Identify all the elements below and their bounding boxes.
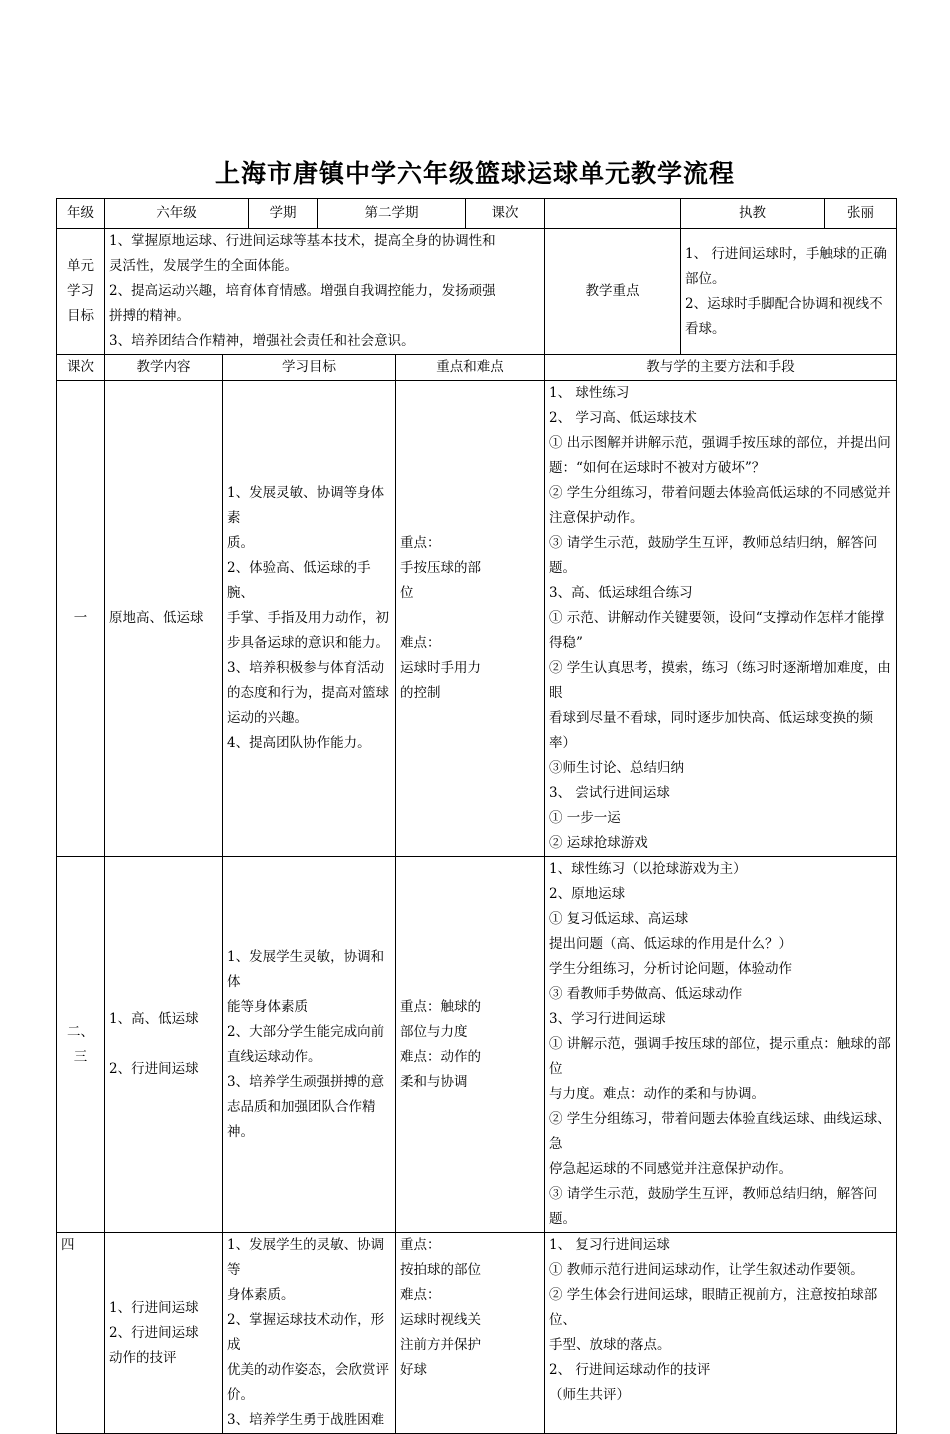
col-methods: 教与学的主要方法和手段 <box>545 355 897 381</box>
lesson-number: 一 <box>57 381 105 857</box>
table-row <box>57 381 897 857</box>
lesson-key-difficulty: 重点： 按拍球的部位 难点： 运球时视线关 注前方并保护 好球 <box>396 1233 545 1434</box>
teacher-value: 张丽 <box>825 199 897 229</box>
key-points-text: 1、 行进间运球时，手触球的正确部位。 2、运球时手脚配合协调和视线不看球。 <box>681 229 897 355</box>
unit-goals-text: 1、掌握原地运球、行进间运球等基本技术，提高全身的协调性和 灵活性，发展学生的全面体能。 2、提高运动兴趣，培育体育情感。增强自我调控能力，发扬顽强 拼搏的精神。 3、培养团结合作精神，增强社会责任和社会意识。 <box>105 229 545 355</box>
lesson-value <box>545 199 681 229</box>
column-header-row <box>57 355 897 381</box>
lesson-content: 1、高、低运球 2、行进间运球 <box>105 857 223 1233</box>
lesson-methods: 1、 球性练习 2、 学习高、低运球技术 ① 出示图解并讲解示范，强调手按压球的部位，并提出问 题：“如何在运球时不被对方破坏”？ ② 学生分组练习，带着问题去体验高低运球的不同感觉并 注意保护动作。 ③ 请学生示范，鼓励学生互评，教师总结归纳，解答问题。 3、高、低运球组合练习 ① 示范、讲解动作关键要领，设问“支撑动作怎样才能撑 得稳” ② 学生认真思考，摸索，练习（练习时逐渐增加难度，由眼 看球到尽量不看球，同时逐步加快高、低运球变换的频率） ③师生讨论、总结归纳 3、 尝试行进间运球 ① 一步一运 ② 运球抢球游戏 <box>545 381 897 857</box>
lesson-objectives: 1、发展学生灵敏，协调和体 能等身体素质 2、大部分学生能完成向前 直线运球动作。 3、培养学生顽强拼搏的意 志品质和加强团队合作精 神。 <box>223 857 396 1233</box>
key-points-label: 教学重点 <box>545 229 681 355</box>
lesson-label: 课次 <box>466 199 545 229</box>
page-title: 上海市唐镇中学六年级篮球运球单元教学流程 <box>214 159 735 188</box>
lesson-number: 二、 三 <box>57 857 105 1233</box>
header-row <box>57 199 897 229</box>
col-objectives: 学习目标 <box>223 355 396 381</box>
col-key-difficulty: 重点和难点 <box>396 355 545 381</box>
lesson-number: 四 <box>57 1233 105 1434</box>
col-lesson: 课次 <box>57 355 105 381</box>
grade-value: 六年级 <box>105 199 249 229</box>
col-content: 教学内容 <box>105 355 223 381</box>
term-value: 第二学期 <box>318 199 466 229</box>
table-row <box>57 1233 897 1434</box>
lesson-objectives: 1、发展灵敏、协调等身体素 质。 2、体验高、低运球的手腕、 手掌、手指及用力动作，初 步具备运球的意识和能力。 3、培养积极参与体育活动 的态度和行为，提高对篮球 运动的兴趣。 4、提高团队协作能力。 <box>223 381 396 857</box>
grade-label: 年级 <box>57 199 105 229</box>
lesson-objectives: 1、发展学生的灵敏、协调等 身体素质。 2、掌握运球技术动作，形成 优美的动作姿态，会欣赏评 价。 3、培养学生勇于战胜困难 <box>223 1233 396 1434</box>
unit-goals-label: 单元 学习 目标 <box>57 229 105 355</box>
lesson-content: 1、行进间运球 2、行进间运球 动作的技评 <box>105 1233 223 1434</box>
lesson-content: 原地高、低运球 <box>105 381 223 857</box>
lesson-methods: 1、 复习行进间运球 ① 教师示范行进间运球动作，让学生叙述动作要领。 ② 学生体会行进间运球，眼睛正视前方，注意按拍球部位、 手型、放球的落点。 2、 行进间运球动作的技评 （师生共评） <box>545 1233 897 1434</box>
term-label: 学期 <box>249 199 318 229</box>
lesson-key-difficulty: 重点：触球的 部位与力度 难点：动作的 柔和与协调 <box>396 857 545 1233</box>
unit-goals-row <box>57 229 897 355</box>
table-row <box>57 857 897 1233</box>
lesson-key-difficulty: 重点： 手按压球的部 位 难点： 运球时手用力 的控制 <box>396 381 545 857</box>
lesson-methods: 1、球性练习（以抢球游戏为主） 2、原地运球 ① 复习低运球、高运球 提出问题（高、低运球的作用是什么？） 学生分组练习，分析讨论问题，体验动作 ③ 看教师手势做高、低运球动作 3、学习行进间运球 ① 讲解示范，强调手按压球的部位，提示重点：触球的部位 与力度。难点：动作的柔和与协调。 ② 学生分组练习，带着问题去体验直线运球、曲线运球、急 停急起运球的不同感觉并注意保护动作。 ③ 请学生示范，鼓励学生互评，教师总结归纳，解答问题。 <box>545 857 897 1233</box>
lesson-plan-table <box>56 198 897 1434</box>
teacher-label: 执教 <box>681 199 825 229</box>
